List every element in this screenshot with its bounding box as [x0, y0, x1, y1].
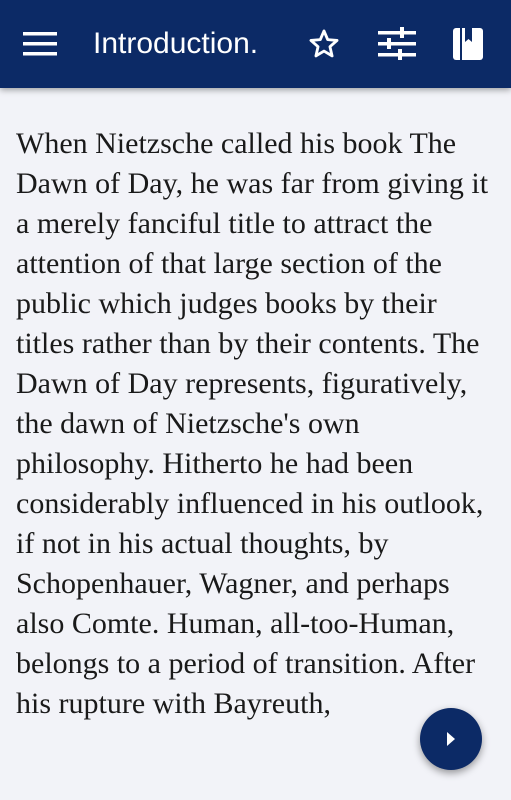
menu-button[interactable] [18, 22, 62, 66]
menu-icon [23, 31, 57, 57]
reader-content [16, 124, 498, 724]
table-of-contents-button[interactable] [446, 22, 490, 66]
bookmark-button[interactable] [302, 22, 346, 66]
reader-settings-button[interactable] [375, 22, 419, 66]
chapter-title: Introduction. [93, 27, 259, 60]
star-outline-icon [307, 27, 341, 61]
tune-sliders-icon [378, 27, 416, 61]
app-bar [0, 0, 511, 88]
reader-text: When Nietzsche called his book The Dawn of Day, he was far from giving it a merely fanciful title to attract the attention of that large section of the public which judges books by their titles rather than by their contents. The Dawn of Day represents, figuratively, the dawn of Nietzsche's own philosophy. Hitherto he had been considerably influenced in his outlook, if not in his actual thoughts, by Schopenhauer, Wagner, and perhaps also Comte. Human, all-too-Human, belongs to a period of transition. After his rupture with Bayreuth, [16, 127, 489, 720]
play-arrow-icon [442, 729, 460, 749]
next-page-button[interactable] [420, 708, 482, 770]
book-icon [452, 27, 484, 61]
